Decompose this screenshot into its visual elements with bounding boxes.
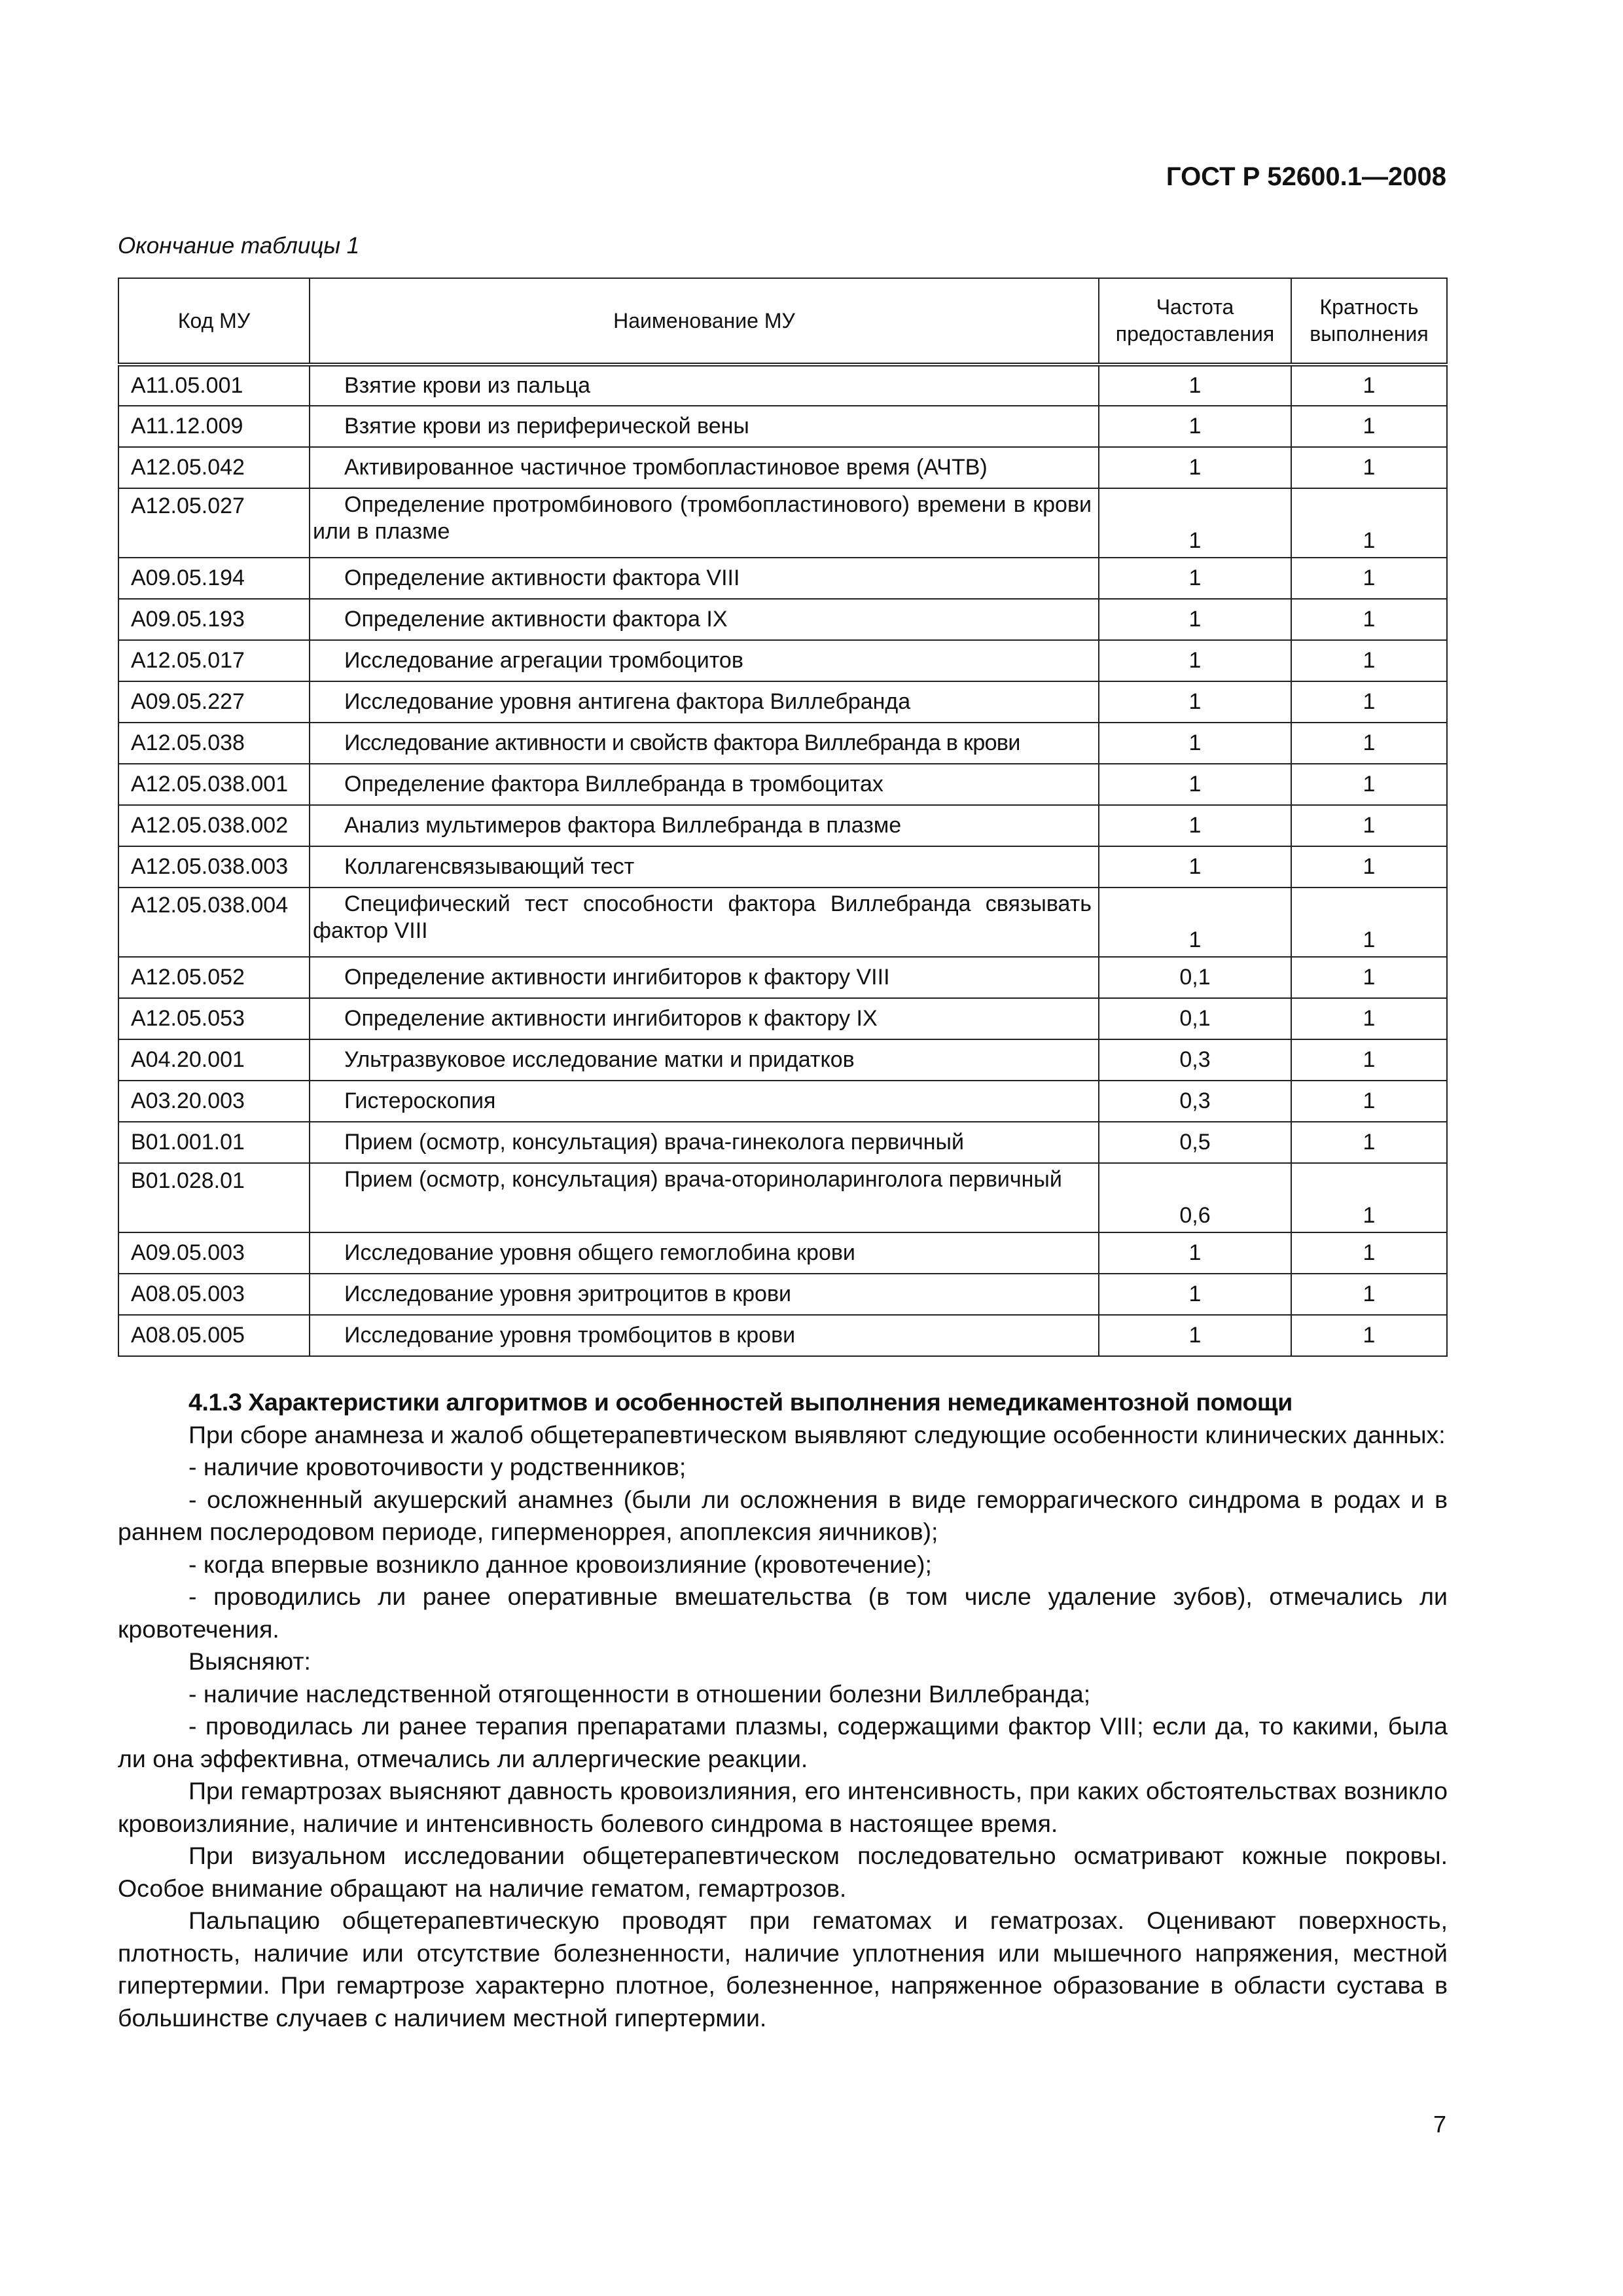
cell-frequency: 1 [1099, 681, 1291, 723]
cell-frequency: 1 [1099, 558, 1291, 599]
cell-code: A09.05.003 [118, 1232, 310, 1274]
cell-code: A12.05.027 [118, 488, 310, 558]
table-row [118, 447, 1447, 488]
paragraph: При визуальном исследовании общетерапевтическом последовательно осматривают кожные покровы. Особое внимание обращают на наличие гематом, гемартрозов. [118, 1842, 1448, 1902]
col-header-multiplicity-line1: Кратность [1319, 295, 1419, 319]
paragraph: При сборе анамнеза и жалоб общетерапевтическом выявляют следующие особенности клинических данных: [188, 1420, 1446, 1448]
cell-multiplicity: 1 [1291, 1232, 1447, 1274]
cell-code: A04.20.001 [118, 1039, 310, 1081]
cell-multiplicity: 1 [1291, 406, 1447, 447]
cell-multiplicity: 1 [1291, 957, 1447, 998]
cell-code: B01.001.01 [118, 1122, 310, 1163]
cell-frequency: 0,1 [1099, 957, 1291, 998]
cell-multiplicity: 1 [1291, 488, 1447, 558]
paragraph: - наличие наследственной отягощенности в отношении болезни Виллебранда; [188, 1679, 1091, 1708]
table-row [118, 488, 1447, 558]
section-heading: 4.1.3 Характеристики алгоритмов и особенностей выполнения немедикаментозной помощи [188, 1388, 1293, 1416]
cell-name: Определение активности фактора IX [310, 599, 1099, 640]
cell-frequency: 0,1 [1099, 998, 1291, 1039]
cell-code: A12.05.053 [118, 998, 310, 1039]
cell-frequency: 1 [1099, 1232, 1291, 1274]
cell-frequency: 1 [1099, 888, 1291, 957]
cell-name: Исследование активности и свойств фактора Виллебранда в крови [310, 723, 1099, 764]
cell-name: Взятие крови из пальца [310, 365, 1099, 406]
paragraph: Выясняют: [188, 1647, 311, 1675]
table-row [118, 957, 1447, 998]
section-body [118, 1386, 1448, 2034]
table-row [118, 406, 1447, 447]
table-row [118, 365, 1447, 406]
cell-name: Прием (осмотр, консультация) врача-оториноларинголога первичный [310, 1163, 1099, 1232]
cell-multiplicity: 1 [1291, 846, 1447, 888]
cell-name: Определение фактора Виллебранда в тромбоцитах [310, 764, 1099, 805]
cell-name: Исследование агрегации тромбоцитов [310, 640, 1099, 681]
cell-frequency: 0,5 [1099, 1122, 1291, 1163]
services-table [118, 278, 1448, 1357]
cell-code: A12.05.017 [118, 640, 310, 681]
cell-multiplicity: 1 [1291, 764, 1447, 805]
cell-name: Исследование уровня тромбоцитов в крови [310, 1315, 1099, 1356]
cell-name: Активированное частичное тромбопластиновое время (АЧТВ) [310, 447, 1099, 488]
table-row [118, 846, 1447, 888]
cell-frequency: 1 [1099, 365, 1291, 406]
cell-frequency: 1 [1099, 599, 1291, 640]
paragraph: - когда впервые возникло данное кровоизлияние (кровотечение); [188, 1550, 932, 1578]
cell-multiplicity: 1 [1291, 599, 1447, 640]
cell-frequency: 1 [1099, 846, 1291, 888]
cell-code: A12.05.038.004 [118, 888, 310, 957]
cell-frequency: 1 [1099, 764, 1291, 805]
cell-code: A12.05.038.001 [118, 764, 310, 805]
page-number: 7 [1433, 2111, 1446, 2138]
paragraph: - наличие кровоточивости у родственников; [188, 1453, 687, 1480]
paragraph: При гемартрозах выясняют давность кровоизлияния, его интенсивность, при каких обстоятельствах возникло кровоизлияние, наличие и интенсивность болевого синдрома в настоящее время. [118, 1777, 1448, 1837]
cell-multiplicity: 1 [1291, 1122, 1447, 1163]
cell-multiplicity: 1 [1291, 558, 1447, 599]
cell-code: A12.05.038.002 [118, 805, 310, 846]
cell-frequency: 1 [1099, 406, 1291, 447]
cell-frequency: 0,3 [1099, 1081, 1291, 1122]
cell-frequency: 0,3 [1099, 1039, 1291, 1081]
cell-multiplicity: 1 [1291, 1163, 1447, 1232]
cell-code: A08.05.005 [118, 1315, 310, 1356]
table-row [118, 1315, 1447, 1356]
table-row [118, 723, 1447, 764]
cell-name: Взятие крови из периферической вены [310, 406, 1099, 447]
cell-name: Определение активности ингибиторов к фактору VIII [310, 957, 1099, 998]
cell-multiplicity: 1 [1291, 365, 1447, 406]
cell-frequency: 1 [1099, 488, 1291, 558]
cell-name: Исследование уровня антигена фактора Виллебранда [310, 681, 1099, 723]
cell-multiplicity: 1 [1291, 1274, 1447, 1315]
cell-frequency: 1 [1099, 723, 1291, 764]
table-row [118, 1081, 1447, 1122]
cell-frequency: 1 [1099, 805, 1291, 846]
table-row [118, 1122, 1447, 1163]
table-row [118, 599, 1447, 640]
cell-multiplicity: 1 [1291, 1081, 1447, 1122]
col-header-frequency [1099, 278, 1291, 365]
cell-multiplicity: 1 [1291, 888, 1447, 957]
col-header-code: Код МУ [118, 278, 310, 365]
cell-code: A09.05.194 [118, 558, 310, 599]
cell-multiplicity: 1 [1291, 1315, 1447, 1356]
cell-code: A11.12.009 [118, 406, 310, 447]
cell-name: Определение активности фактора VIII [310, 558, 1099, 599]
cell-name: Определение активности ингибиторов к фактору IX [310, 998, 1099, 1039]
col-header-frequency-line2: предоставления [1115, 322, 1275, 346]
cell-code: A11.05.001 [118, 365, 310, 406]
cell-name: Ультразвуковое исследование матки и придатков [310, 1039, 1099, 1081]
cell-code: A12.05.038.003 [118, 846, 310, 888]
col-header-multiplicity-line2: выполнения [1310, 322, 1429, 346]
cell-multiplicity: 1 [1291, 723, 1447, 764]
table-row [118, 640, 1447, 681]
table-header-row [118, 278, 1447, 365]
table-row [118, 764, 1447, 805]
cell-frequency: 1 [1099, 640, 1291, 681]
table-row [118, 1232, 1447, 1274]
cell-multiplicity: 1 [1291, 640, 1447, 681]
cell-name: Специфический тест способности фактора Виллебранда связывать фактор VIII [310, 888, 1099, 957]
paragraph: - проводились ли ранее оперативные вмешательства (в том числе удаление зубов), отмечались ли кровотечения. [118, 1583, 1448, 1643]
cell-frequency: 1 [1099, 1315, 1291, 1356]
table-row [118, 681, 1447, 723]
cell-multiplicity: 1 [1291, 805, 1447, 846]
table-row [118, 888, 1447, 957]
cell-frequency: 1 [1099, 1274, 1291, 1315]
cell-frequency: 1 [1099, 447, 1291, 488]
cell-code: A12.05.042 [118, 447, 310, 488]
cell-code: A09.05.193 [118, 599, 310, 640]
table-row [118, 1039, 1447, 1081]
document-code: ГОСТ Р 52600.1—2008 [1166, 162, 1446, 191]
cell-multiplicity: 1 [1291, 447, 1447, 488]
cell-code: A12.05.038 [118, 723, 310, 764]
cell-code: B01.028.01 [118, 1163, 310, 1232]
cell-name: Определение протромбинового (тромбопластинового) времени в крови или в плазме [310, 488, 1099, 558]
cell-name: Анализ мультимеров фактора Виллебранда в плазме [310, 805, 1099, 846]
cell-multiplicity: 1 [1291, 1039, 1447, 1081]
cell-code: A08.05.003 [118, 1274, 310, 1315]
paragraph: - осложненный акушерский анамнез (были ли осложнения в виде геморрагического синдрома в родах и в раннем послеродовом периоде, гиперменоррея, апоплексия яичников); [118, 1485, 1448, 1545]
table-row [118, 805, 1447, 846]
cell-frequency: 0,6 [1099, 1163, 1291, 1232]
col-header-multiplicity [1291, 278, 1447, 365]
cell-multiplicity: 1 [1291, 681, 1447, 723]
cell-name: Коллагенсвязывающий тест [310, 846, 1099, 888]
paragraph: Пальпацию общетерапевтическую проводят при гематомах и гематрозах. Оценивают поверхность, плотность, наличие или отсутствие болезненности, наличие уплотнения или мышечного напряжения, местной гипертермии. При гемартрозе характерно плотное, болезненное, напряженное образование в области сустава в большинстве случаев с наличием местной гипертермии. [118, 1907, 1448, 2032]
col-header-frequency-line1: Частота [1156, 295, 1234, 319]
table-row [118, 1163, 1447, 1232]
cell-code: A09.05.227 [118, 681, 310, 723]
col-header-name: Наименование МУ [310, 278, 1099, 365]
table-row [118, 558, 1447, 599]
table-row [118, 998, 1447, 1039]
cell-name: Исследование уровня эритроцитов в крови [310, 1274, 1099, 1315]
table-caption: Окончание таблицы 1 [118, 233, 360, 259]
table-row [118, 1274, 1447, 1315]
cell-name: Гистероскопия [310, 1081, 1099, 1122]
cell-code: A12.05.052 [118, 957, 310, 998]
cell-code: A03.20.003 [118, 1081, 310, 1122]
paragraph: - проводилась ли ранее терапия препаратами плазмы, содержащими фактор VIII; если да, то какими, была ли она эффективна, отмечались ли аллергические реакции. [118, 1712, 1448, 1772]
cell-name: Исследование уровня общего гемоглобина крови [310, 1232, 1099, 1274]
cell-name: Прием (осмотр, консультация) врача-гинеколога первичный [310, 1122, 1099, 1163]
cell-multiplicity: 1 [1291, 998, 1447, 1039]
